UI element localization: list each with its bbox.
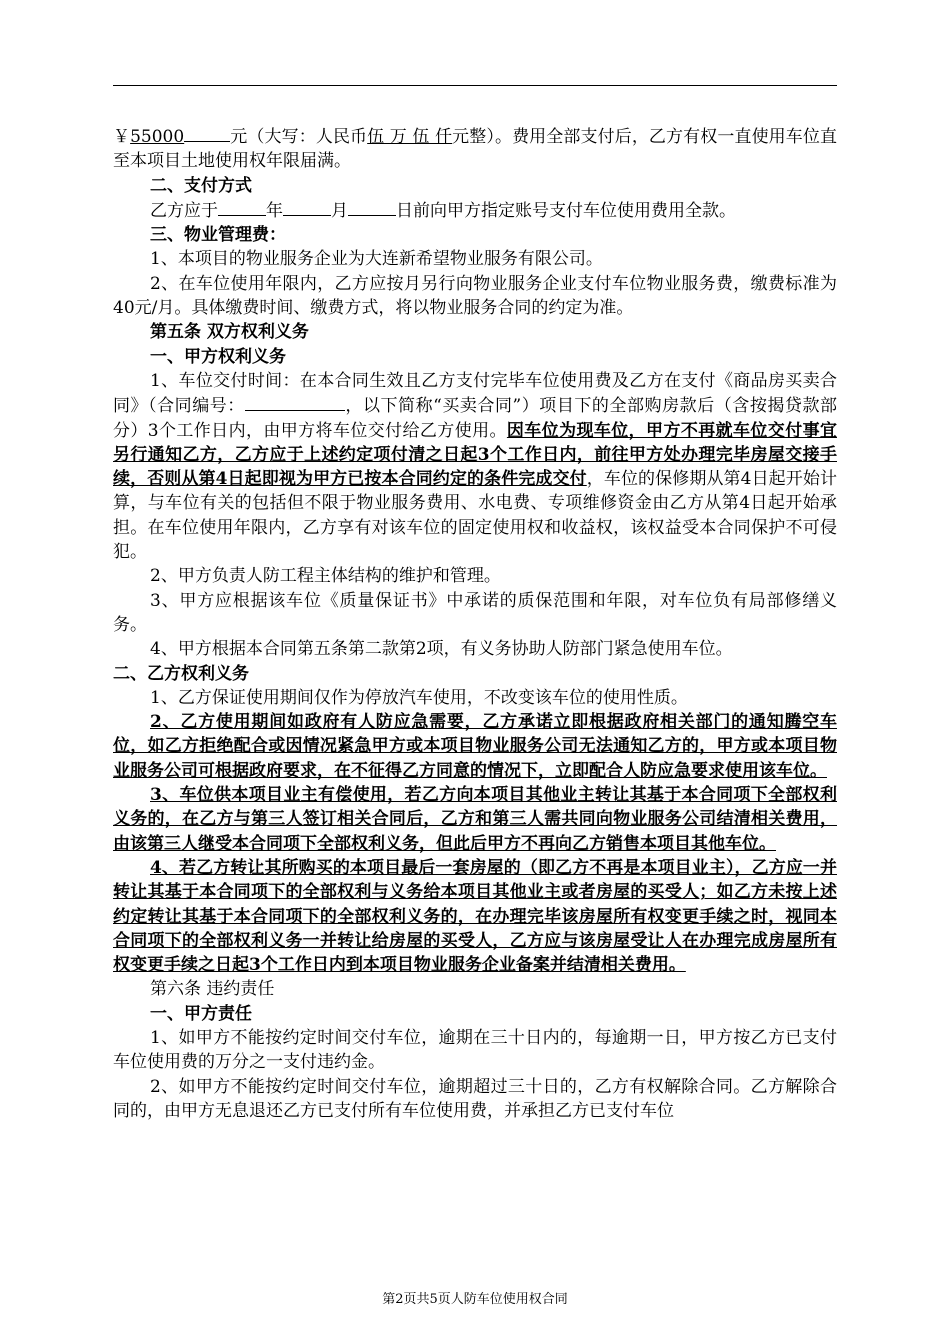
price-amount: 55000 <box>130 127 185 147</box>
party-a-p1-text1: 1、车位交付时间：在本合同生效且乙方支付完毕车位使用费及乙方在支付《商品房买卖合同》（合同编号： <box>113 370 837 417</box>
price-blank <box>184 124 230 142</box>
party-a-p4: 4、甲方根据本合同第五条第二款第2项，有义务协助人防部门紧急使用车位。 <box>150 639 733 660</box>
party-a-liability-title: 一、甲方责任 <box>150 1003 252 1024</box>
payment-text-day: 日前向甲方指定账号支付车位使用费用全款。 <box>396 200 736 221</box>
payment-month-blank <box>283 198 331 216</box>
party-a-liability-p1: 1、如甲方不能按约定时间交付车位，逾期在三十日内的，每逾期一日，甲方按乙方已支付车位使用费的万分之一支付违约金。 <box>113 1027 837 1073</box>
article-5-title: 第五条 双方权利义务 <box>150 322 309 343</box>
price-paragraph <box>113 124 837 174</box>
party-b-p2: 2、乙方使用期间如政府有人防应急需要，乙方承诺立即根据政府相关部门的通知腾空车位，如乙方拒绝配合或因情况紧急甲方或本项目物业服务公司无法通知乙方的，甲方或本项目物业服务公司可根据政府要求，在不征得乙方同意的情况下，立即配合人防应急要求使用该车位。 <box>113 712 837 781</box>
contract-body <box>113 124 837 1123</box>
party-a-rights-title: 一、甲方权利义务 <box>150 346 286 367</box>
party-a-p1-bold-clause: 因车位为现车位，甲方不再就车位交付事宜另行通知乙方，乙方应于上述约定项付清之日起3个工作日内，前往甲方处办理完毕房屋交接手续，否则从第4日起即视为甲方已按本合同约定的条件完成交付 <box>113 420 837 490</box>
price-rest: 元整）。费用全部支付后，乙方有权一直使用车位直至本项目土地使用权年限届满。 <box>113 127 838 172</box>
page-footer: 第2页共5页人防车位使用权合同 <box>382 1292 568 1307</box>
payment-text-a: 乙方应于 <box>150 200 218 221</box>
party-b-rights-title: 二、乙方权利义务 <box>113 663 249 684</box>
property-fee-p1: 1、本项目的物业服务企业为大连新希望物业服务有限公司。 <box>150 249 603 270</box>
payment-year-blank <box>218 198 266 216</box>
section-payment-method-title: 二、支付方式 <box>150 175 252 196</box>
property-fee-p2: 2、在车位使用年限内，乙方应按月另行向物业服务企业支付车位物业服务费，缴费标准为40元/月。具体缴费时间、缴费方式，将以物业服务合同的约定为准。 <box>113 273 837 319</box>
section-property-fee-title: 三、物业管理费： <box>150 225 286 246</box>
party-a-p1-text3: ，车位的保修期从第4日起开始计算，与车位有关的包括但不限于物业服务费用、水电费、专项维修资金由乙方从第4日起开始承担。在车位使用年限内，乙方享有对该车位的固定使用权和收益权，该权益受本合同保护不可侵犯。 <box>113 469 837 563</box>
party-a-p1 <box>113 369 837 564</box>
payment-text-year: 年 <box>266 200 283 221</box>
payment-day-blank <box>348 198 396 216</box>
party-b-p4: 4、若乙方转让其所购买的本项目最后一套房屋的（即乙方不再是本项目业主），乙方应一并转让其基于本合同项下的全部权利与义务给本项目其他业主或者房屋的买受人；如乙方未按上述约定转让其基于本合同项下的全部权利义务的，在办理完毕该房屋所有权变更手续之时，视同本合同项下的全部权利义务一并转让给房屋的买受人，乙方应与该房屋受让人在办理完成房屋所有权变更手续之日起3个工作日内到本项目物业服务企业备案并结清相关费用。 <box>113 857 837 976</box>
payment-date-paragraph <box>113 198 837 223</box>
header-rule <box>113 85 837 86</box>
price-capital: 伍 万 伍 仟 <box>367 127 453 147</box>
contract-number-blank <box>245 393 345 411</box>
currency-symbol: ￥ <box>113 127 131 147</box>
party-a-p3: 3、甲方应根据该车位《质量保证书》中承诺的质保范围和年限，对车位负有局部修缮义务。 <box>113 590 837 635</box>
payment-text-month: 月 <box>331 200 348 221</box>
party-a-p1-text2: ，以下简称“买卖合同”）项目下的全部购房款后（含按揭贷款部分）3个工作日内，由甲方将车位交付给乙方使用。 <box>113 396 838 441</box>
party-b-p3: 3、车位供本项目业主有偿使用，若乙方向本项目其他业主转让其基于本合同项下全部权利义务的，在乙方与第三人签订相关合同后，乙方和第三人需共同向物业服务公司结清相关费用，由该第三人继受本合同项下全部权利义务，但此后甲方不再向乙方销售本项目其他车位。 <box>113 785 837 854</box>
party-a-p2: 2、甲方负责人防工程主体结构的维护和管理。 <box>150 566 501 587</box>
party-a-liability-p2: 2、如甲方不能按约定时间交付车位，逾期超过三十日的，乙方有权解除合同。乙方解除合同的，由甲方无息退还乙方已支付所有车位使用费，并承担乙方已支付车位 <box>113 1076 837 1121</box>
party-b-p1: 1、乙方保证使用期间仅作为停放汽车使用，不改变该车位的使用性质。 <box>150 687 688 708</box>
price-yuan-label: 元（大写：人民币 <box>230 127 368 147</box>
article-6-title: 第六条 违约责任 <box>150 979 275 1000</box>
